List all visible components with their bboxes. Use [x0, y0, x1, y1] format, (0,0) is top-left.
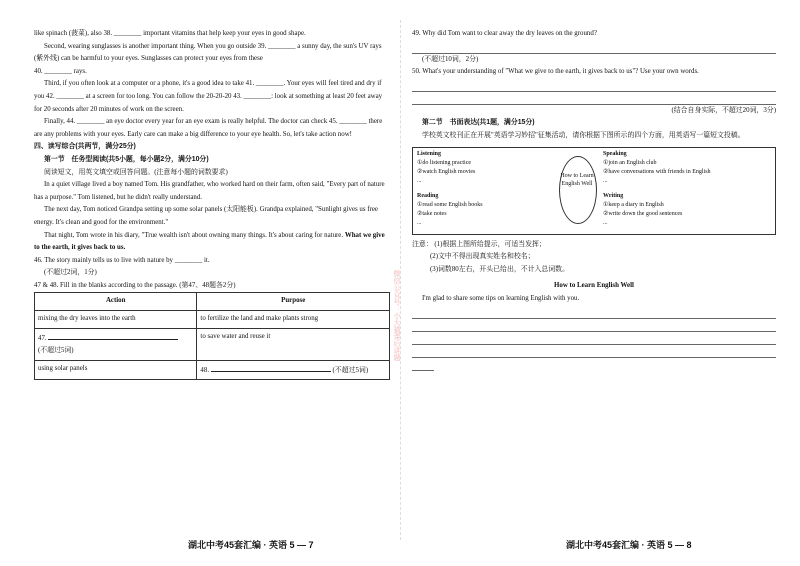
left-page-number: 5 — 7: [289, 540, 314, 550]
note-item: (1)根据上图所给提示，可适当发挥；: [434, 240, 546, 248]
table-header-purpose: Purpose: [197, 293, 390, 311]
essay-line[interactable]: [412, 345, 776, 358]
q49-answer-line[interactable]: [412, 41, 776, 54]
essay-line[interactable]: [412, 332, 776, 345]
right-page: [412, 28, 776, 371]
speaking-title: Speaking: [603, 150, 627, 157]
left-footer-title: 湖北中考45套汇编 · 英语: [188, 540, 288, 550]
question-46: 46. The story mainly tells us to live with nature by ________ it.: [34, 256, 210, 264]
para-second: Second, wearing sunglasses is another important thing. When you go outside 39. ________ a sunny day, the sun's UV rays (紫外线) can be harmful to your eyes. Sunglasses can protect your eyes from these: [34, 42, 382, 63]
right-footer: [566, 538, 692, 551]
table-header-action: Action: [35, 293, 197, 311]
q50-answer-line-2[interactable]: [412, 92, 776, 105]
question-49: 49. Why did Tom want to clear away the dry leaves on the ground?: [412, 30, 597, 37]
left-footer: [188, 538, 314, 551]
q50-answer-line-1[interactable]: [412, 79, 776, 92]
table-row3-action: using solar panels: [35, 360, 197, 380]
mind-reading: [417, 192, 552, 228]
question-46-note: (不超过2词，1分): [44, 269, 97, 277]
section-2-heading: 第二节 书面表达(共1题，满分15分): [422, 119, 535, 127]
table-row1-purpose: to fertilize the land and make plants strong: [197, 311, 390, 329]
speaking-item: ①join an English club: [603, 159, 657, 166]
passage-p4: The next day, Tom noticed Grandpa setting up some solar panels (太阳能板). Grandpa explained, "Sunlight gives us free energy. It's clean and good for the environment.": [34, 206, 378, 226]
q47-answer-blank[interactable]: [48, 331, 178, 340]
right-footer-title: 湖北中考45套汇编 · 英语: [566, 540, 666, 550]
mind-writing: [603, 192, 773, 228]
notes: [412, 239, 776, 277]
table-row2-action: [35, 328, 197, 360]
listening-title: Listening: [417, 150, 442, 157]
essay-line[interactable]: [412, 358, 434, 371]
left-page: [34, 28, 390, 380]
question-47-48: 47 & 48. Fill in the blanks according to the passage. (第47、48题各2分): [34, 281, 236, 289]
mind-speaking: [603, 150, 773, 186]
para-spinach: like spinach (菠菜), also 38. ________ important vitamins that help keep your eyes in good shape.: [34, 30, 306, 37]
table-row2-purpose: to save water and reuse it: [197, 328, 390, 360]
reading-item: ①read some English books: [417, 201, 483, 208]
listening-item: ...: [417, 177, 422, 184]
writing-item: ①keep a diary in English: [603, 201, 664, 208]
writing-title: Writing: [603, 192, 624, 199]
essay-title: How to Learn English Well: [554, 282, 634, 290]
section-4-1-instruction: 阅读短文，用英文填空或回答问题。(注意每小题的词数要求): [44, 168, 228, 176]
table-row1-action: mixing the dry leaves into the earth: [35, 311, 197, 329]
q50-note: (结合自身实际，不超过20词，3分): [671, 106, 776, 114]
q48-number: 48.: [200, 366, 210, 374]
right-page-number: 5 — 8: [667, 540, 692, 550]
listening-item: ②watch English movies: [417, 168, 476, 175]
writing-item: ...: [603, 219, 608, 226]
para-finally: Finally, 44. ________ an eye doctor every year for an eye exam is really helpful. The doctor can check 45. ________ there are any problems with your eyes. Early care can make a big difference to your eye health. So, let's take action now!: [34, 118, 383, 138]
q47-number: 47.: [38, 334, 47, 342]
essay-line[interactable]: [412, 319, 776, 332]
table-row3-purpose: [197, 360, 390, 380]
passage-p5-text: That night, Tom wrote in his diary, "True wealth isn't about owning many things. It's about caring for nature.: [44, 231, 344, 239]
writing-item: ②write down the good sentences: [603, 210, 683, 217]
section-2-instruction: 学校英文校刊正在开展"英语学习妙招"征集活动，请你根据下图所示的四个方面，用英语写一篇短文投稿。: [422, 131, 745, 139]
speaking-item: ②have conversations with friends in English: [603, 168, 711, 175]
essay-start: I'm glad to share some tips on learning English with you.: [422, 294, 580, 302]
section-4-heading: 四、读写综合(共两节，满分25分): [34, 143, 136, 151]
q47-note: (不超过5词): [38, 347, 74, 355]
speaking-item: ...: [603, 177, 608, 184]
notes-title: 注意：: [412, 240, 433, 248]
section-4-1-heading: 第一节 任务型阅读(共5小题，每小题2分，满分10分): [44, 155, 209, 163]
watermark: 微信公众号：小大猫课后讲题: [393, 270, 401, 361]
listening-item: ①do listening practice: [417, 159, 472, 166]
q48-note: (不超过5词): [332, 366, 369, 374]
mind-listening: [417, 150, 552, 186]
action-purpose-table: [34, 292, 390, 380]
note-item: (2)文中不得出现真实姓名和校名；: [430, 253, 535, 261]
para-second-cont: 40. ________ rays.: [34, 67, 87, 75]
q49-note: (不超过10词，2分): [422, 55, 479, 63]
reading-title: Reading: [417, 192, 439, 199]
passage-p1: In a quiet village lived a boy named Tom. His grandfather, who worked hard on their farm, often said, "Every part of nature has a purpose." Tom listened, but he didn't really understand.: [34, 181, 385, 201]
para-third: Third, if you often look at a computer or a phone, it's a good idea to take 41. ________. Your eyes will feel tired and dry if you 42. ________ at a screen for too long. You can follow the 20-20-20 43. ________: look at something at least 20 feet away for 20 seconds after 20 minutes of work on the screen.: [34, 80, 383, 113]
q48-answer-blank[interactable]: [211, 363, 331, 372]
question-50: 50. What's your understanding of "What we give to the earth, it gives back to us"? Use your own words.: [412, 68, 699, 76]
passage-p5: [34, 230, 390, 255]
reading-item: ...: [417, 219, 422, 226]
mind-map-center-text: How to Learn English Well: [560, 172, 594, 187]
key-quote: What we give to the earth, it gives back to us.: [34, 231, 385, 252]
mind-map: [412, 147, 776, 235]
essay-line[interactable]: [412, 306, 776, 319]
reading-item: ②take notes: [417, 210, 447, 217]
mind-map-center-ellipse: [559, 156, 597, 224]
note-item: (3)词数80左右，开头已给出，不计入总词数。: [430, 265, 569, 273]
